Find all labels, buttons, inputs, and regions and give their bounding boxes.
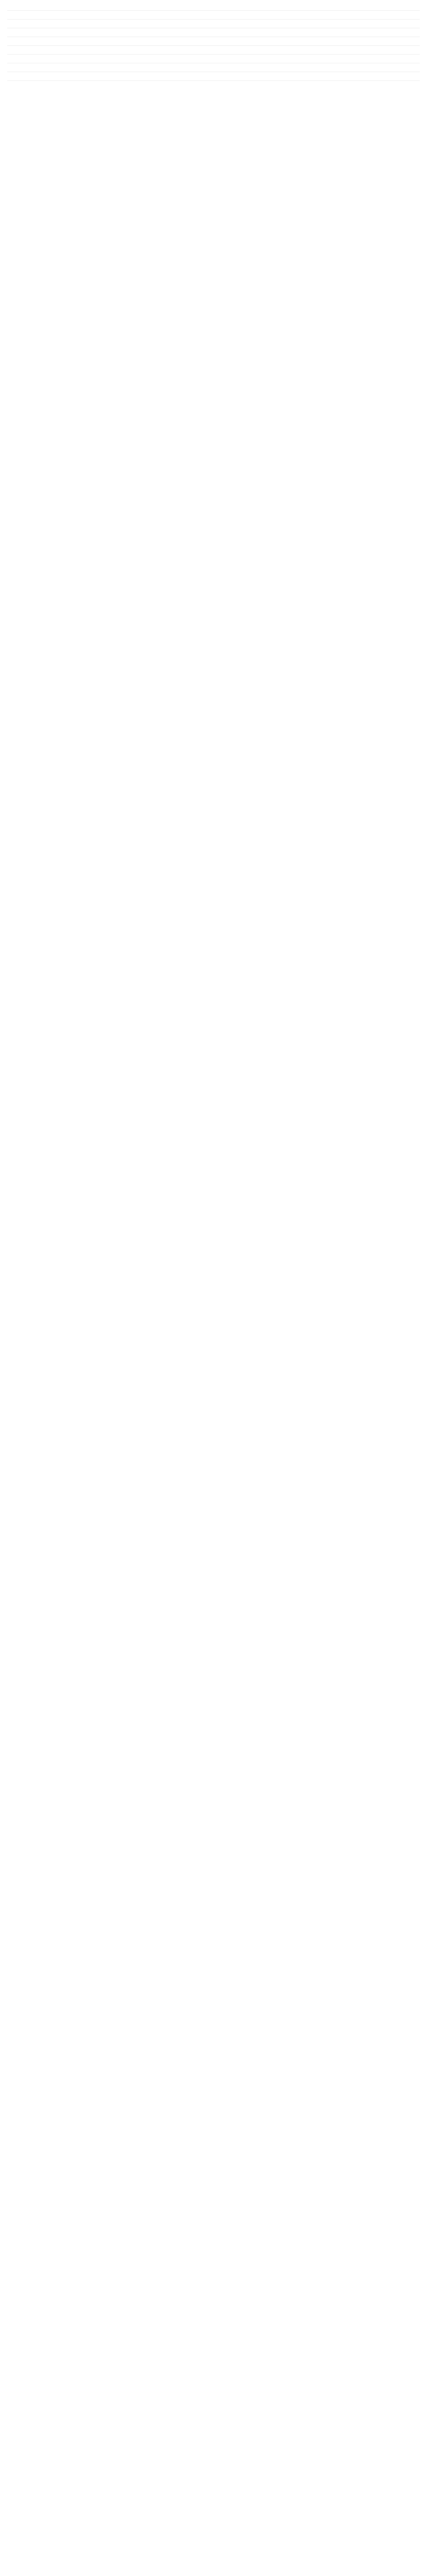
verse-stanza xyxy=(7,72,420,75)
verse-stanza xyxy=(7,63,420,66)
verse-stanza xyxy=(7,80,420,84)
verse-stanza xyxy=(7,45,420,49)
verse-stanza xyxy=(7,19,420,23)
verse-stanza xyxy=(7,10,420,14)
verse-stanza xyxy=(7,54,420,58)
document-page xyxy=(0,0,427,105)
verse-list xyxy=(7,10,420,84)
verse-stanza xyxy=(7,37,420,40)
word-grid xyxy=(7,89,420,90)
verse-stanza xyxy=(7,28,420,31)
grid-sections xyxy=(7,89,420,90)
